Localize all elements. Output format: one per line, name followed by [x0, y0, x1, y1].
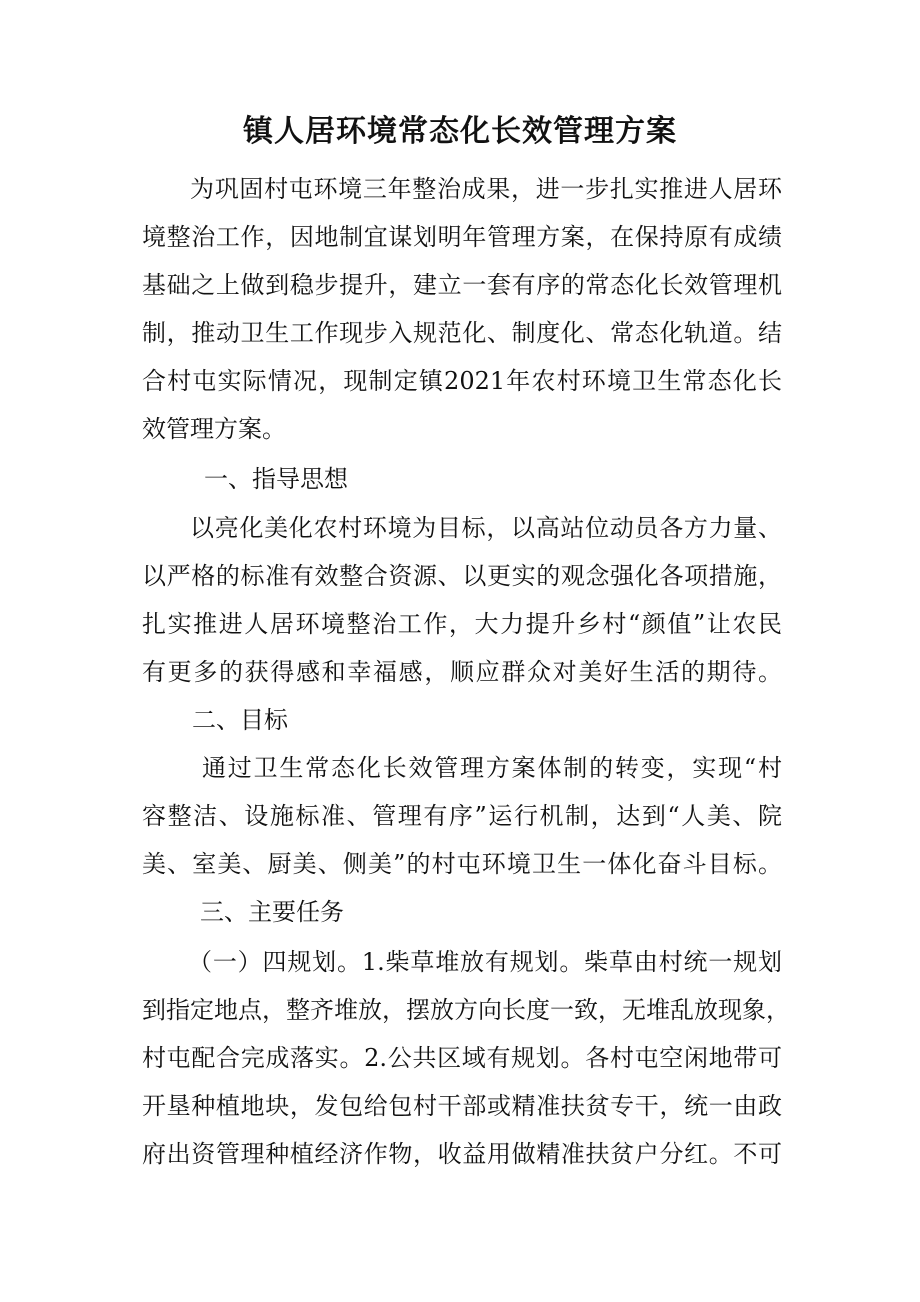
paragraph-line: 到指定地点，整齐堆放，摆放方向长度一致，无堆乱放现象，	[142, 996, 790, 1024]
paragraph-line: 美、室美、厨美、侧美”的村屯环境卫生一体化奋斗目标。	[142, 850, 782, 878]
paragraph-line: 制，推动卫生工作现步入规范化、制度化、常态化轨道。结	[142, 319, 782, 347]
paragraph-line: 基础之上做到稳步提升，建立一套有序的常态化长效管理机	[142, 271, 782, 299]
paragraph-line: 效管理方案。	[142, 415, 286, 443]
paragraph-line: 通过卫生常态化长效管理方案体制的转变，实现“村	[202, 754, 782, 782]
paragraph-line: 为巩固村屯环境三年整治成果，进一步扎实推进人居环	[190, 175, 782, 203]
paragraph-line: 有更多的获得感和幸福感，顺应群众对美好生活的期待。	[142, 658, 782, 686]
paragraph-line: 村屯配合完成落实。2.公共区域有规划。各村屯空闲地带可	[142, 1044, 782, 1072]
paragraph-line: 以严格的标准有效整合资源、以更实的观念强化各项措施，	[142, 562, 782, 590]
paragraph-line: 府出资管理种植经济作物，收益用做精准扶贫户分红。不可	[142, 1140, 782, 1168]
paragraph-line: 开垦种植地块，发包给包村干部或精准扶贫专干，统一由政	[142, 1092, 782, 1120]
section-heading: 三、主要任务	[200, 898, 344, 926]
paragraph-line: 扎实推进人居环境整治工作，大力提升乡村“颜值”让农民	[142, 610, 782, 638]
paragraph-line: （一）四规划。1.柴草堆放有规划。柴草由村统一规划	[188, 948, 782, 976]
section-heading: 二、目标	[192, 706, 288, 734]
paragraph-line: 合村屯实际情况，现制定镇2021年农村环境卫生常态化长	[142, 367, 782, 395]
document-title: 镇人居环境常态化长效管理方案	[243, 114, 677, 149]
paragraph-line: 以亮化美化农村环境为目标，以高站位动员各方力量、	[190, 514, 782, 542]
paragraph-line: 境整治工作，因地制宜谋划明年管理方案，在保持原有成绩	[142, 223, 782, 251]
paragraph-line: 容整洁、设施标准、管理有序”运行机制，达到“人美、院	[142, 802, 782, 830]
section-heading: 一、指导思想	[204, 465, 348, 493]
